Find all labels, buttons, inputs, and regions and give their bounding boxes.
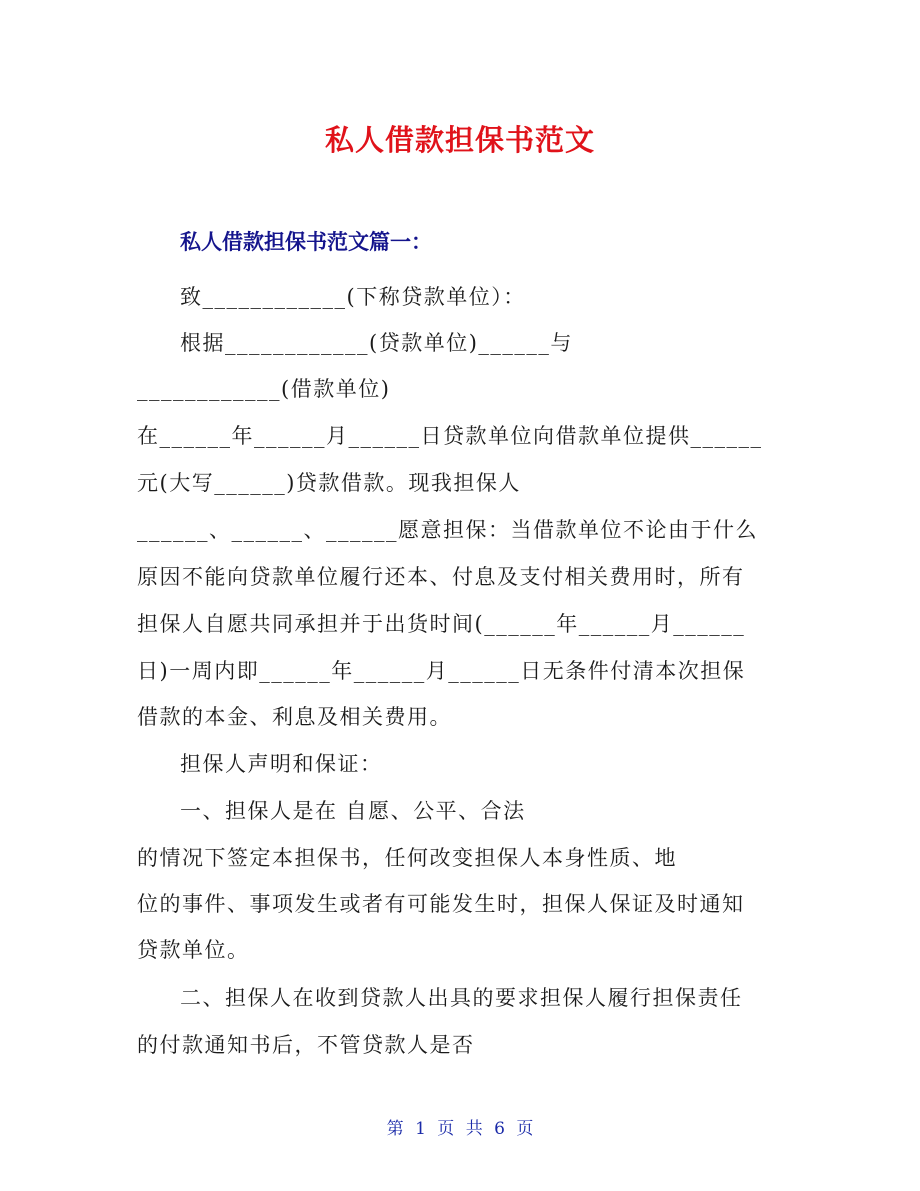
body-line: 的付款通知书后，不管贷款人是否: [137, 1033, 475, 1057]
body-line: 贷款单位。: [137, 938, 250, 962]
body-line: ____________(借款单位): [137, 377, 391, 401]
body-line: 位的事件、事项发生或者有可能发生时，担保人保证及时通知: [137, 892, 745, 916]
body-line: 元(大写______)贷款借款。现我担保人: [137, 471, 521, 495]
section-heading: 私人借款担保书范文篇一：: [180, 230, 432, 254]
body-line: 致____________(下称贷款单位）：: [180, 285, 526, 309]
body-line: 二、担保人在收到贷款人出具的要求担保人履行担保责任: [180, 986, 743, 1010]
body-line: 根据____________(贷款单位)______与: [180, 331, 573, 355]
body-line: ______、______、______愿意担保：当借款单位不论由于什么: [137, 518, 758, 542]
body-line: 日)一周内即______年______月______日无条件付清本次担保: [137, 659, 746, 683]
body-line: 借款的本金、利息及相关费用。: [137, 705, 452, 729]
body-line: 担保人自愿共同承担并于出货时间(______年______月______: [137, 612, 746, 636]
body-line: 原因不能向贷款单位履行还本、付息及支付相关费用时，所有: [137, 565, 745, 589]
body-line: 在______年______月______日贷款单位向借款单位提供______: [137, 424, 763, 448]
body-line: 一、担保人是在 自愿、公平、合法: [180, 799, 526, 823]
page-footer: 第 1 页 共 6 页: [386, 1119, 534, 1139]
body-line: 担保人声明和保证：: [180, 752, 383, 776]
page-title: 私人借款担保书范文: [324, 123, 595, 157]
body-line: 的情况下签定本担保书，任何改变担保人本身性质、地: [137, 846, 677, 870]
